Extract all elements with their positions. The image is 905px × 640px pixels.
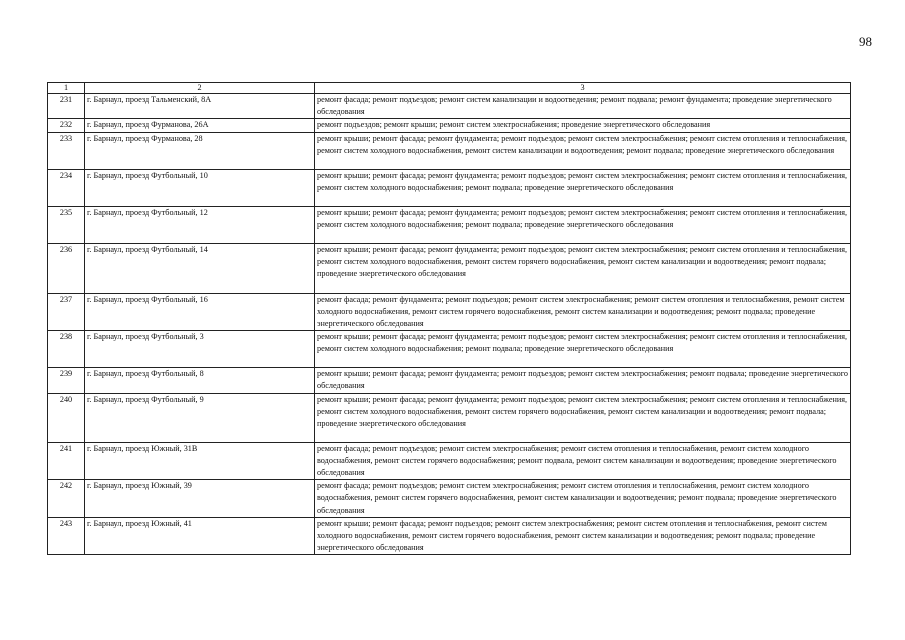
table-row bbox=[48, 331, 851, 368]
row-works: ремонт крыши; ремонт фасада; ремонт фундамента; ремонт подъездов; ремонт систем электроснабжения; ремонт систем отопления и теплоснабжения, ремонт систем холодного водоснабжения; ремонт подвала; проведение энергетического обследования bbox=[315, 169, 851, 206]
row-address: г. Барнаул, проезд Южный, 41 bbox=[85, 517, 315, 555]
row-works: ремонт фасада; ремонт подъездов; ремонт систем канализации и водоотведения; ремонт подвала; ремонт фундамента; проведение энергетического обследования bbox=[315, 94, 851, 119]
row-address: г. Барнаул, проезд Южный, 31В bbox=[85, 442, 315, 480]
table-row bbox=[48, 393, 851, 442]
row-number: 241 bbox=[48, 442, 85, 480]
row-address: г. Барнаул, проезд Футбольный, 14 bbox=[85, 243, 315, 293]
row-number: 232 bbox=[48, 119, 85, 132]
repair-table bbox=[47, 82, 851, 555]
header-col-1: 1 bbox=[48, 83, 85, 94]
header-col-3: 3 bbox=[315, 83, 851, 94]
row-number: 239 bbox=[48, 368, 85, 393]
table-row bbox=[48, 119, 851, 132]
row-number: 234 bbox=[48, 169, 85, 206]
row-number: 243 bbox=[48, 517, 85, 555]
row-works: ремонт фасада; ремонт подъездов; ремонт систем электроснабжения; ремонт систем отопления и теплоснабжения, ремонт систем холодного водоснабжения, ремонт систем горячего водоснабжения, ремонт систем канализации и водоотведения; ремонт подвала; проведение энергетического обследования bbox=[315, 480, 851, 518]
row-address: г. Барнаул, проезд Фурманова, 26А bbox=[85, 119, 315, 132]
row-works: ремонт фасада; ремонт подъездов; ремонт систем электроснабжения; ремонт систем отопления и теплоснабжения, ремонт систем холодного водоснабжения, ремонт систем горячего водоснабжения; ремонт подвала, ремонт систем канализации и водоотведения; проведение энергетического обследования bbox=[315, 442, 851, 480]
row-address: г. Барнаул, проезд Футбольный, 16 bbox=[85, 293, 315, 331]
header-row bbox=[48, 83, 851, 94]
row-works: ремонт крыши; ремонт фасада; ремонт фундамента; ремонт подъездов; ремонт систем электроснабжения; ремонт систем отопления и теплоснабжения, ремонт систем холодного водоснабжения, ремонт систем канализации и водоотведения; ремонт подвала; проведение энергетического обследования bbox=[315, 132, 851, 169]
row-works: ремонт крыши; ремонт фасада; ремонт фундамента; ремонт подъездов; ремонт систем электроснабжения; ремонт подвала; проведение энергетического обследования bbox=[315, 368, 851, 393]
row-works: ремонт крыши; ремонт фасада; ремонт фундамента; ремонт подъездов; ремонт систем электроснабжения; ремонт систем отопления и теплоснабжения, ремонт систем холодного водоснабжения; ремонт подвала; проведение энергетического обследования bbox=[315, 331, 851, 368]
row-address: г. Барнаул, проезд Южный, 39 bbox=[85, 480, 315, 518]
row-works: ремонт крыши; ремонт фасада; ремонт фундамента; ремонт подъездов; ремонт систем электроснабжения; ремонт систем отопления и теплоснабжения, ремонт систем холодного водоснабжения, ремонт систем горячего водоснабжения, ремонт систем канализации и водоотведения; ремонт подвала; проведение энергетического обследования bbox=[315, 243, 851, 293]
row-address: г. Барнаул, проезд Футбольный, 12 bbox=[85, 206, 315, 243]
row-number: 238 bbox=[48, 331, 85, 368]
table-row bbox=[48, 293, 851, 331]
row-address: г. Барнаул, проезд Футбольный, 3 bbox=[85, 331, 315, 368]
row-works: ремонт крыши; ремонт фасада; ремонт подъездов; ремонт систем электроснабжения; ремонт систем отопления и теплоснабжения, ремонт систем холодного водоснабжения, ремонт систем горячего водоснабжения, ремонт систем канализации и водоотведения; ремонт подвала; проведение энергетического обследования bbox=[315, 517, 851, 555]
table-row bbox=[48, 94, 851, 119]
row-address: г. Барнаул, проезд Футбольный, 10 bbox=[85, 169, 315, 206]
table-row bbox=[48, 442, 851, 480]
row-works: ремонт фасада; ремонт фундамента; ремонт подъездов; ремонт систем электроснабжения; ремонт систем отопления и теплоснабжения, ремонт систем холодного водоснабжения, ремонт систем горячего водоснабжения, ремонт систем канализации и водоотведения; ремонт подвала; проведение энергетического обследования bbox=[315, 293, 851, 331]
row-number: 242 bbox=[48, 480, 85, 518]
table-row bbox=[48, 243, 851, 293]
row-works: ремонт крыши; ремонт фасада; ремонт фундамента; ремонт подъездов; ремонт систем электроснабжения; ремонт систем отопления и теплоснабжения, ремонт систем холодного водоснабжения; ремонт подвала; проведение энергетического обследования bbox=[315, 206, 851, 243]
table-row bbox=[48, 517, 851, 555]
table-row bbox=[48, 368, 851, 393]
row-number: 237 bbox=[48, 293, 85, 331]
page-number: 98 bbox=[859, 34, 872, 49]
row-address: г. Барнаул, проезд Футбольный, 9 bbox=[85, 393, 315, 442]
row-number: 231 bbox=[48, 94, 85, 119]
header-col-2: 2 bbox=[85, 83, 315, 94]
row-number: 236 bbox=[48, 243, 85, 293]
table-row bbox=[48, 132, 851, 169]
table-row bbox=[48, 206, 851, 243]
table-row bbox=[48, 169, 851, 206]
row-address: г. Барнаул, проезд Футбольный, 8 bbox=[85, 368, 315, 393]
row-address: г. Барнаул, проезд Фурманова, 28 bbox=[85, 132, 315, 169]
row-address: г. Барнаул, проезд Тальменский, 8А bbox=[85, 94, 315, 119]
row-works: ремонт крыши; ремонт фасада; ремонт фундамента; ремонт подъездов; ремонт систем электроснабжения; ремонт систем отопления и теплоснабжения, ремонт систем холодного водоснабжения, ремонт систем горячего водоснабжения, ремонт систем канализации и водоотведения; ремонт подвала; проведение энергетического обследования bbox=[315, 393, 851, 442]
row-number: 235 bbox=[48, 206, 85, 243]
row-number: 233 bbox=[48, 132, 85, 169]
row-number: 240 bbox=[48, 393, 85, 442]
table-row bbox=[48, 480, 851, 518]
row-works: ремонт подъездов; ремонт крыши; ремонт систем электроснабжения; проведение энергетического обследования bbox=[315, 119, 851, 132]
